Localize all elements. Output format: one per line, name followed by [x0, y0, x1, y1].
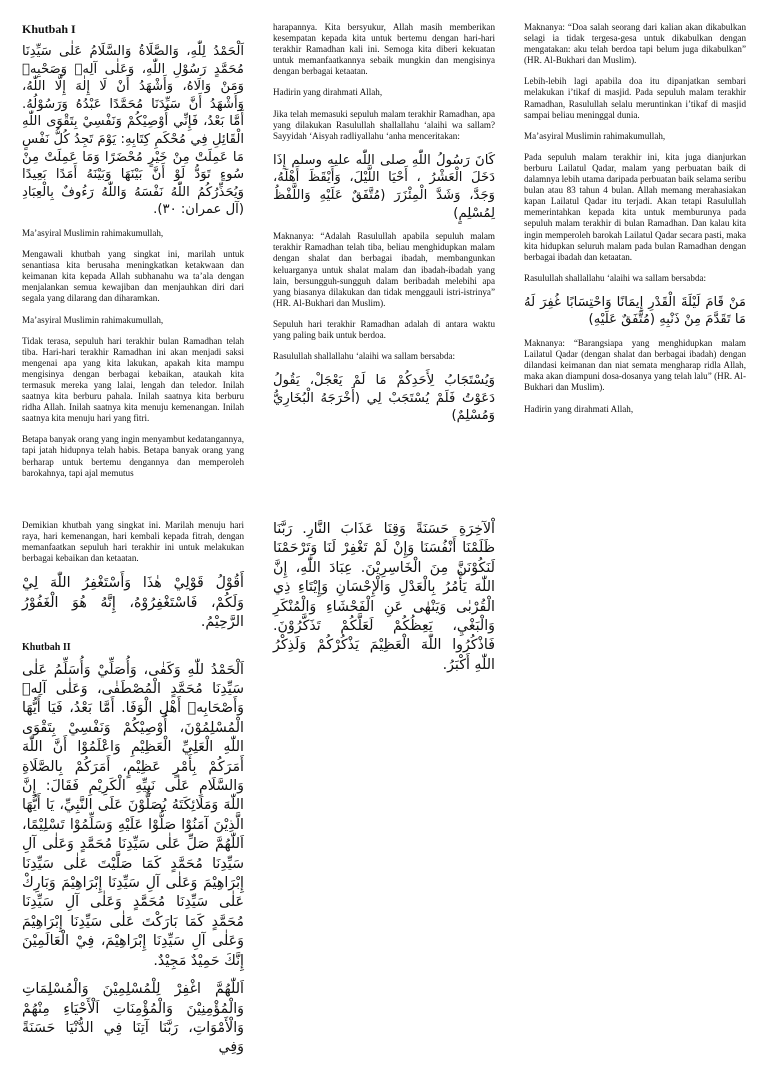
arabic-doa: اَللّٰهُمَّ اغْفِرْ لِلْمُسْلِمِيْنَ وَالْمُسْلِمَاتِ وَالْمُؤْمِنِيْنَ وَالْمُؤْمِنَاتِ اَلْأَحْيَاءِ مِنْهُمْ وَالْأَمْوَاتِ، رَبَّنَا آتِنَا فِي الدُّنْيَا حَسَنَةً وَفِي [22, 981, 244, 1056]
paragraph: Maknanya: “Adalah Rasulullah apabila sepuluh malam terakhir Ramadhan telah tiba, beliau menghidupkan malam dengan shalat dan berbagai ibadah, membangunkan keluarganya untuk shalat malam dan ibadah-ibadah yang lain, bersungguh-sungguh dalam beribadah melebihi apa yang biasanya dilakukan dan tidak menggauli istri-istrinya” (HR. Al-Bukhari dan Muslim). [273, 231, 495, 308]
arabic-opening: اَلْحَمْدُ لِلّٰهِ، وَالصَّلَاةُ وَالسَّلَامُ عَلٰى سَيِّدِنَا مُحَمَّدٍ رَسُوْلِ اللّٰهِ، وَعَلٰى آلِهٖ وَصَحْبِهٖ وَمَنْ وَالَاهُ، وَأَشْهَدُ أَنْ لَا إِلٰهَ إِلَّا اللّٰهُ، وَأَشْهَدُ أَنَّ سَيِّدَنَا مُحَمَّدًا عَبْدُهُ وَرَسُوْلُهُ. أَمَّا بَعْدُ، فَإِنِّي أُوْصِيْكُمْ وَنَفْسِيْ بِتَقْوَى اللّٰهِ الْقَائِلِ فِي مُحْكَمِ كِتَابِهِ: يَوْمَ تَجِدُ كُلُّ نَفْسٍ مَا عَمِلَتْ مِنْ خَيْرٍ مُحْضَرًا وَمَا عَمِلَتْ مِنْ سُوءٍ تَوَدُّ لَوْ أَنَّ بَيْنَهَا وَبَيْنَهُ أَمَدًا بَعِيدًا وَيُحَذِّرُكُمُ اللّٰهُ نَفْسَهُ وَاللّٰهُ رَءُوفٌ بِالْعِبَادِ (آل عمران: ٣٠). [22, 44, 244, 218]
paragraph: Pada sepuluh malam terakhir ini, kita juga dianjurkan berburu Lailatul Qadar, malam yang perbuatan baik di dalamnya lebih utama daripada perbuatan baik selama seribu bulan atau 83 tahun 4 bulan. Allah memang merahasiakan kapan Lailatul Qadar itu terjadi. Akan tetapi Rasulullah memerintahkan kepada kita untuk memburunya pada sepuluh malam terakhir di bulan Ramadhan. Dan kalau kita ingin memperoleh barokah Lailatul Qadar secara pasti, maka kita hidupkan seluruh malam pada bulan Ramadhan dengan berbagai ibadah dan ketaatan. [524, 151, 746, 262]
paragraph: Demikian khutbah yang singkat ini. Marilah menuju hari raya, hari kemenangan, hari kembali kepada fitrah, dengan memanfaatkan sepuluh hari terakhir ini untuk melakukan berbagai kebaikan dan ketaatan. [22, 520, 244, 564]
paragraph: Tidak terasa, sepuluh hari terakhir bulan Ramadhan telah tiba. Hari-hari terakhir Ramadhan ini akan menjadi saksi mengenai apa yang kita lakukan, apakah kita mampu mengisinya dengan berbagai kebaikan, ataukah kita termasuk mereka yang lalai, lengah dan teledor. Inilah saatnya kita berburu pahala. Inilah saatnya kita berburu ridha Allah. Inilah saatnya kita menuju kemenangan. Inilah saatnya kita menuju hari yang fitri. [22, 335, 244, 424]
paragraph: harapannya. Kita bersyukur, Allah masih memberikan kesempatan kepada kita untuk bertemu dengan hari-hari terakhir Ramadhan kali ini. Semoga kita diberi kekuatan untuk memanfaatkannya sebaik mungkin dan mengisinya dengan berbagai ketaatan. [273, 22, 495, 77]
column-4 [22, 520, 244, 1067]
paragraph: Betapa banyak orang yang ingin menyambut kedatangannya, tapi jatah hidupnya telah habis. Betapa banyak orang yang berharap untuk bertemu dengannya dan memperoleh barokahnya, tapi ajal memutus [22, 434, 244, 478]
paragraph: Rasulullah shallallahu ‘alaihi wa sallam bersabda: [273, 351, 456, 362]
arabic-closing: أَقُوْلُ قَوْلِيْ هٰذَا وَأَسْتَغْفِرُ اللّٰهَ لِيْ وَلَكُمْ، فَاسْتَغْفِرُوْهُ، إِنَّهُ هُوَ الْغَفُوْرُ الرَّحِيْمُ. [22, 575, 244, 631]
paragraph: Ma’asyiral Muslimin rahimakumullah, [524, 130, 666, 141]
paragraph: Sepuluh hari terakhir Ramadhan adalah di antara waktu yang paling baik untuk berdoa. [273, 318, 495, 340]
column-3 [524, 22, 746, 425]
paragraph: Ma’asyiral Muslimin rahimakumullah, [22, 314, 164, 325]
paragraph: Ma’asyiral Muslimin rahimakumullah, [22, 227, 164, 238]
arabic-khutbah-2: اَلْحَمْدُ للّٰهِ وَكَفٰى، وَأُصَلِّيْ وَأُسَلِّمُ عَلٰى سَيِّدِنَا مُحَمَّدٍ الْمُصْطَفٰى، وَعَلٰى آلِهٖ وَأَصْحَابِهٖ أَهْلِ الْوَفَا. أَمَّا بَعْدُ، فَيَا أَيُّهَا الْمُسْلِمُوْنَ، أُوْصِيْكُمْ وَنَفْسِيْ بِتَقْوَى اللّٰهِ الْعَلِيِّ الْعَظِيْمِ وَاعْلَمُوْا أَنَّ اللّٰهَ أَمَرَكُمْ بِأَمْرٍ عَظِيْمٍ، أَمَرَكُمْ بِالصَّلَاةِ وَالسَّلَامِ عَلٰى نَبِيِّهِ الْكَرِيْمِ فَقَالَ: إِنَّ اللّٰهَ وَمَلَائِكَتَهُ يُصَلُّوْنَ عَلَى النَّبِيِّ، يَا أَيُّهَا الَّذِيْنَ آمَنُوْا صَلُّوْا عَلَيْهِ وَسَلِّمُوْا تَسْلِيْمًا، اَللّٰهُمَّ صَلِّ عَلٰى سَيِّدِنَا مُحَمَّدٍ وَعَلٰى آلِ سَيِّدِنَا مُحَمَّدٍ كَمَا صَلَّيْتَ عَلٰى سَيِّدِنَا إِبْرَاهِيْمَ وَعَلٰى آلِ سَيِّدِنَا إِبْرَاهِيْمَ وَبَارِكْ عَلٰى سَيِّدِنَا مُحَمَّدٍ وَعَلٰى آلِ سَيِّدِنَا مُحَمَّدٍ كَمَا بَارَكْتَ عَلٰى سَيِّدِنَا إِبْرَاهِيْمَ وَعَلٰى آلِ سَيِّدِنَا إِبْرَاهِيْمَ، فِيْ الْعَالَمِيْنَ إِنَّكَ حَمِيْدٌ مَجِيْدٌ. [22, 661, 244, 969]
column-2 [273, 22, 495, 434]
column-1 [22, 22, 244, 489]
paragraph: Jika telah memasuki sepuluh malam terakhir Ramadhan, apa yang dilakukan Rasulullah shallallahu ‘alaihi wa sallam? Sayyidah ‘Aisyah radliyallahu ‘anha menceritakan: [273, 108, 495, 141]
paragraph: Maknanya: “Barangsiapa yang menghidupkan malam Lailatul Qadar (dengan shalat dan berbagai ibadah) dengan dilandasi keimanan dan niat semata mengharap ridla Allah, maka akan diampuni dosa-dosanya yang telah lalu” (HR. Al-Bukhari dan Muslim). [524, 338, 746, 393]
paragraph: Lebih-lebih lagi apabila doa itu dipanjatkan sembari melakukan i’tikaf di masjid. Pada sepuluh malam terakhir Ramadhan, Rasulullah selalu meruntinkan i’tikaf di masjid sampai beliau meninggal dunia. [524, 76, 746, 120]
arabic-hadith: كَانَ رَسُولُ اللّٰهِ صلى اللّٰه عليه وسلم إِذَا دَخَلَ الْعَشْرُ ، أَحْيَا اللَّيْلَ، وَأَيْقَظَ أَهْلَهُ، وَجَدَّ، وَشَدَّ الْمِئْزَرَ (مُتَّفَقٌ عَلَيْهِ وَاللَّفْظُ لِمُسْلِمٍ) [273, 152, 495, 221]
khutbah-2-title: Khutbah II [22, 641, 71, 653]
paragraph: Maknanya: “Doa salah seorang dari kalian akan dikabulkan selagi ia tidak tergesa-gesa untuk dikabulkan dengan mengatakan: aku telah berdoa tapi belum juga dikabulkan” (HR. Al-Bukhari dan Muslim). [524, 22, 746, 66]
arabic-hadith: مَنْ قَامَ لَيْلَةَ الْقَدْرِ إِيمَانًا وَاحْتِسَابًا غُفِرَ لَهُ مَا تَقَدَّمَ مِنْ ذَنْبِهِ (مُتَّفَقٌ عَلَيْهِ) [524, 294, 746, 328]
paragraph: Mengawali khutbah yang singkat ini, marilah untuk senantiasa kita berusaha meningkatkan ketakwaan dan keimanan kita kepada Allah subhanahu wa ta’ala dengan menjalankan semua kewajiban dan menjauhkan diri dari segala yang dilarang dan diharamkan. [22, 249, 244, 304]
paragraph: Hadirin yang dirahmati Allah, [273, 87, 383, 98]
paragraph: Rasulullah shallallahu ‘alaihi wa sallam bersabda: [524, 272, 707, 283]
paragraph: Hadirin yang dirahmati Allah, [524, 403, 634, 414]
arabic-doa-continued: اْلآخِرَةِ حَسَنَةً وَقِنَا عَذَابَ النَّارِ. رَبَّنَا ظَلَمْنَا أَنْفُسَنَا وَإِنْ لَمْ تَغْفِرْ لَنَا وَتَرْحَمْنَا لَنَكُوْنَنَّ مِنَ الْخَاسِرِيْنَ. عِبَادَ اللّٰهِ، إِنَّ اللّٰهَ يَأْمُرُ بِالْعَدْلِ وَالْإِحْسَانِ وَإِيْتَاءِ ذِي الْقُرْبٰى وَيَنْهٰى عَنِ الْفَحْشَاءِ وَالْمُنْكَرِ وَالْبَغْيِ، يَعِظُكُمْ لَعَلَّكُمْ تَذَكَّرُوْنَ. فَاذْكُرُوا اللّٰهَ الْعَظِيْمَ يَذْكُرْكُمْ وَلَذِكْرُ اللّٰهِ أَكْبَرُ. [273, 521, 495, 673]
khutbah-1-title: Khutbah I [22, 22, 76, 36]
arabic-hadith: وَيُسْتَجَابُ لِأَحَدِكُمْ مَا لَمْ يَعْجَلْ، يَقُولُ دَعَوْتُ فَلَمْ يُسْتَجَبْ لِي (أَخْرَجَهُ الْبُخَارِيُّ وَمُسْلِمٌ) [273, 373, 495, 424]
column-5 [273, 520, 495, 684]
